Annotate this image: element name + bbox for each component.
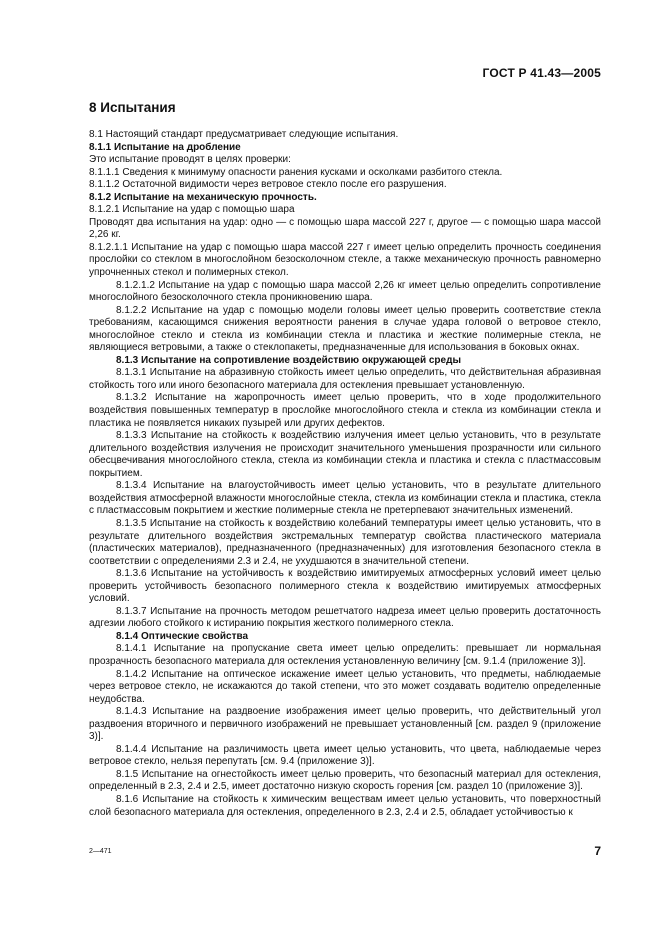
paragraph: 8.1.1.1 Сведения к минимуму опасности ранения кусками и осколками разбитого стекла.	[89, 166, 503, 178]
paragraph: 8.1.2.1 Испытание на удар с помощью шара	[89, 204, 295, 216]
paragraph: 8.1 Настоящий стандарт предусматривает следующие испытания.	[89, 129, 399, 140]
footer-code: 2—471	[89, 848, 112, 855]
paragraph: 8.1.4.4 Испытание на различимость цвета имеет целью установить, что цвета, наблюдаемые через ветровое стекло, нельзя перепутать [см. 9.4 (приложение 3)].	[89, 743, 601, 768]
paragraph: 8.1.2.1.2 Испытание на удар с помощью шара массой 2,26 кг имеет целью определить сопротивление многослойного безосколочного стекла проникновению шара.	[89, 279, 601, 304]
paragraph: 8.1.4.1 Испытание на пропускание света имеет целью определить: превышает ли нормальная прозрачность безопасного материала для остекления установленную величину [см. 9.1.4 (приложение 3)].	[89, 643, 601, 667]
paragraph: 8.1.1.2 Остаточной видимости через ветровое стекло после его разрушения.	[89, 179, 447, 191]
paragraph: 8.1.4.2 Испытание на оптическое искажение имеет целью установить, что предметы, наблюдаемые через ветровое стекло, не искажаются до такой степени, что это может создавать водителю определенные неудобства.	[89, 668, 601, 705]
paragraph: 8.1.3.1 Испытание на абразивную стойкость имеет целью определить, что действительная абразивная стойкость того или иного безопасного материала для остекления превышает установленную.	[89, 367, 601, 391]
paragraph: 8.1.3.2 Испытание на жаропрочность имеет целью проверить, что в ходе продолжительного воздействия повышенных температур в прослойке многослойного стекла и стекла из комбинации стекла и пластика не появляется никаких пузырей или других дефектов.	[89, 392, 601, 429]
paragraph: 8.1.5 Испытание на огнестойкость имеет целью проверить, что безопасный материал для остекления, определенный в 2.3, 2.4 и 2.5, имеет достаточно низкую скорость горения [см. раздел 10 (приложение 3)].	[89, 768, 601, 793]
paragraph: Проводят два испытания на удар: одно — с помощью шара массой 227 г, другое — с помощью шара массой 2,26 кг.	[89, 216, 601, 241]
paragraph: 8.1.4.3 Испытание на раздвоение изображения имеет целью проверить, что действительный угол раздвоения вторичного и первичного изображений не превышает установленный [см. раздел 9 (приложение 3)].	[89, 706, 601, 743]
paragraph: Это испытание проводят в целях проверки:	[89, 154, 291, 166]
paragraph: 8.1.1 Испытание на дробление	[89, 141, 241, 153]
paragraph: 8.1.3.4 Испытание на влагоустойчивость имеет целью установить, что в результате длительного воздействия атмосферной влажности многослойные стекла, стекла из комбинации стекла и пластика, стекла с пластмассовым покрытием и жесткие полимерные стекла не претерпевают значительных изменений.	[89, 480, 601, 517]
paragraph: 8.1.3.3 Испытание на стойкость к воздействию излучения имеет целью установить, что в результате длительного воздействия излучения не происходит значительного уменьшения прозрачности или сильного обесцвечивания многослойного стекла, стекла из комбинации стекла и пластика и стекла с пластмассовым покрытием.	[89, 430, 601, 479]
document-body	[89, 129, 601, 819]
page-number: 7	[594, 844, 601, 858]
paragraph: 8.1.3.7 Испытание на прочность методом решетчатого надреза имеет целью проверить достаточность адгезии любого стойкого к истиранию покрытия жесткого полимерного стекла.	[89, 605, 601, 630]
paragraph: 8.1.2.2 Испытание на удар с помощью модели головы имеет целью проверить соответствие стекла требованиям, касающимся снижения вероятности ранения в случае удара головой о ветровое стекло, многослойное стекло и стекла из комбинации стекла и пластика и жесткие полимерные стекла, не являющиеся ветровыми, а также о стеклопакеты, предназначенные для использования в боковых окнах.	[89, 304, 601, 354]
standard-code: ГОСТ Р 41.43—2005	[482, 66, 601, 80]
paragraph: 8.1.3 Испытание на сопротивление воздействию окружающей среды	[116, 354, 461, 366]
paragraph: 8.1.4 Оптические свойства	[116, 630, 249, 642]
paragraph: 8.1.3.6 Испытание на устойчивость к воздействию имитируемых атмосферных условий имеет целью проверить устойчивость безопасного полимерного стекла к воздействию имитируемых атмосферных условий.	[89, 568, 601, 605]
paragraph: 8.1.3.5 Испытание на стойкость к воздействию колебаний температуры имеет целью установить, что в результате длительного воздействия экстремальных температур свойства пластического материала (пластических материалов), предназначенного (предназначенных) для изготовления безопасного стекла в соответствии с определениями 2.3 и 2.4, не ухудшаются в значительной степени.	[89, 517, 601, 567]
paragraph: 8.1.2 Испытание на механическую прочность.	[89, 191, 317, 203]
paragraph: 8.1.6 Испытание на стойкость к химическим веществам имеет целью установить, что поверхностный слой безопасного материала для остекления, определенного в 2.3, 2.4 и 2.5, обладает устойчивостью к	[89, 793, 601, 818]
paragraph: 8.1.2.1.1 Испытание на удар с помощью шара массой 227 г имеет целью определить прочность соединения прослойки со стеклом в многослойном безосколочном стекле, а также механическую прочность равномерно упрочненных стекол и полимерных стекол.	[89, 241, 601, 279]
section-title: 8 Испытания	[89, 100, 176, 115]
